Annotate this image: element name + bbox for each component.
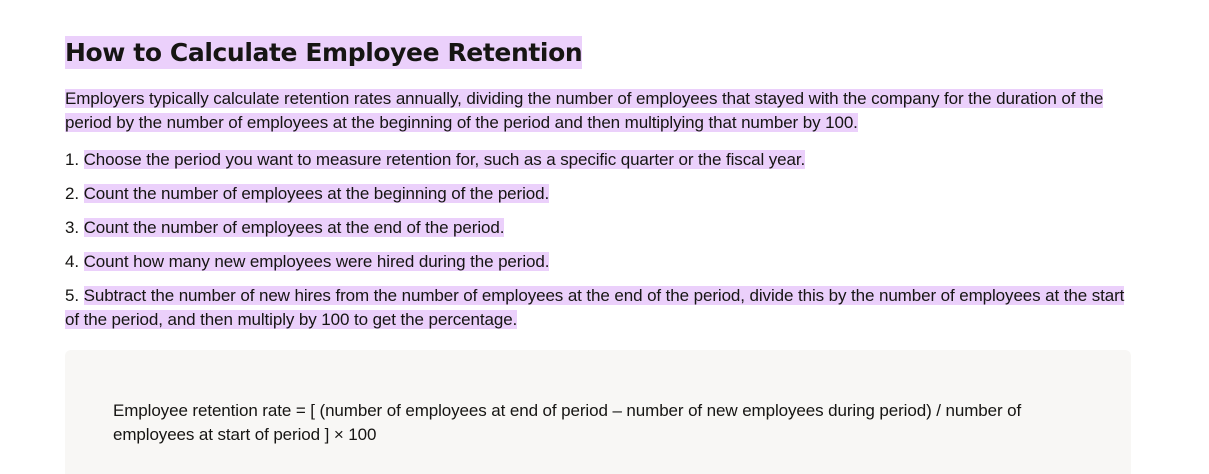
step-number: 2.	[65, 184, 84, 203]
step-number: 3.	[65, 218, 84, 237]
step-text: Choose the period you want to measure retention for, such as a specific quarter or the fiscal year.	[83, 150, 806, 169]
step-number: 5.	[65, 286, 84, 305]
section-heading: How to Calculate Employee Retention	[65, 38, 583, 67]
step-text: Count how many new employees were hired during the period.	[83, 252, 550, 271]
list-item	[65, 284, 1131, 332]
intro-text: Employers typically calculate retention rates annually, dividing the number of employees that stayed with the company for the duration of the period by the number of employees at the beginning of the period and then multiplying that number by 100.	[65, 89, 1104, 132]
list-item	[65, 182, 1131, 206]
formula-box	[65, 350, 1131, 474]
step-text: Subtract the number of new hires from the number of employees at the end of the period, divide this by the number of employees at the start of the period, and then multiply by 100 to get the percentage.	[65, 286, 1125, 329]
step-text: Count the number of employees at the beginning of the period.	[83, 184, 550, 203]
step-number: 1.	[65, 150, 84, 169]
article-section	[65, 36, 1131, 332]
formula-text: Employee retention rate = [ (number of employees at end of period – number of new employees during period) / number of employees at start of period ] × 100	[113, 401, 1022, 444]
list-item	[65, 216, 1131, 240]
list-item	[65, 148, 1131, 172]
step-number: 4.	[65, 252, 84, 271]
intro-paragraph	[65, 87, 1131, 135]
step-text: Count the number of employees at the end of the period.	[83, 218, 505, 237]
list-item	[65, 250, 1131, 274]
steps-list	[65, 148, 1131, 332]
